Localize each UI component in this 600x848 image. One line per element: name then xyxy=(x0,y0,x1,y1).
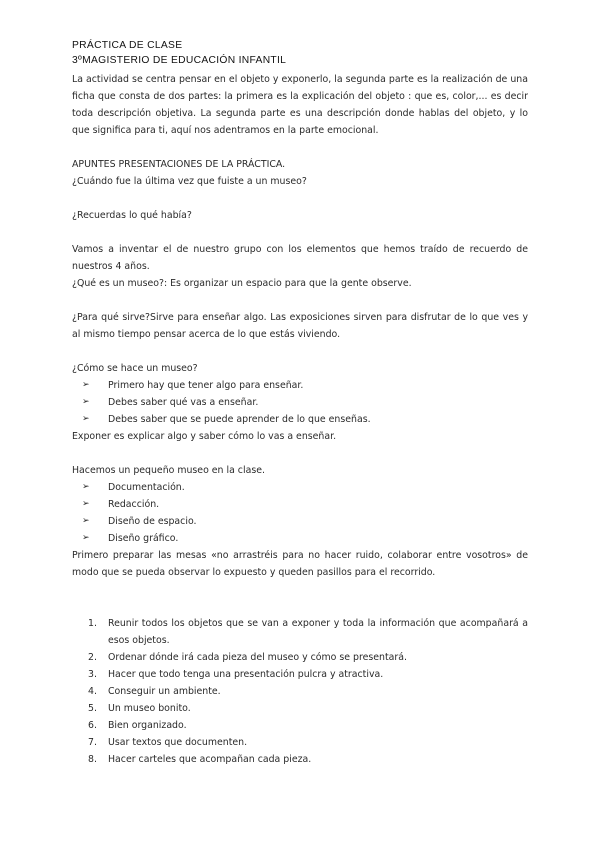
arrow-bullet-icon: ➢ xyxy=(82,499,90,509)
paragraph-tables: Primero preparar las mesas «no arrastréis para no hacer ruido, colaborar entre vosotros» de modo que se pueda observar lo expuesto y queden pasillos para el recorrido. xyxy=(72,550,528,578)
list-item: 6. Bien organizado. xyxy=(88,720,187,731)
arrow-bullet-icon: ➢ xyxy=(82,397,90,407)
arrow-bullet-icon: ➢ xyxy=(82,380,90,390)
question-how: ¿Cómo se hace un museo? xyxy=(72,363,198,374)
paragraph-what-museum: ¿Qué es un museo?: Es organizar un espacio para que la gente observe. xyxy=(72,278,412,289)
list-item: ➢ Documentación. xyxy=(82,479,528,496)
intro-paragraph: La actividad se centra pensar en el objeto y exponerlo, la segunda parte es la realización de una ficha que consta de dos partes: la primera es la explicación del objeto : que es, color,... es decir toda descripción objetiva. La segunda parte es una descripción donde hablas del objeto, y lo que significa para ti, aquí nos adentramos en la parte emocional. xyxy=(72,74,528,136)
notes-title: APUNTES PRESENTACIONES DE LA PRÁCTICA. xyxy=(72,159,286,170)
paragraph-invent: Vamos a inventar el de nuestro grupo con los elementos que hemos traído de recuerdo de nuestros 4 años. xyxy=(72,244,528,272)
list-item: ➢ Redacción. xyxy=(82,496,528,513)
list-item: 7. Usar textos que documenten. xyxy=(88,737,248,748)
header-subtitle: 3ºMAGISTERIO DE EDUCACIÓN INFANTIL xyxy=(72,55,287,66)
list-item: 8. Hacer carteles que acompañan cada pieza. xyxy=(88,754,312,765)
question-last-museum: ¿Cuándo fue la última vez que fuiste a un museo? xyxy=(72,176,307,187)
header-title: PRÁCTICA DE CLASE xyxy=(72,40,183,51)
list-item: 3. Hacer que todo tenga una presentación pulcra y atractiva. xyxy=(88,669,384,680)
list-item: ➢ Diseño de espacio. xyxy=(82,513,528,530)
list-item: ➢ Debes saber que se puede aprender de lo que enseñas. xyxy=(82,411,528,428)
steps-list xyxy=(72,615,528,768)
museum-list xyxy=(72,479,528,547)
list-item: 1. Reunir todos los objetos que se van a exponer y toda la información que acompañará a esos objetos. xyxy=(88,618,528,646)
paragraph-small-museum: Hacemos un pequeño museo en la clase. xyxy=(72,465,265,476)
paragraph-expose: Exponer es explicar algo y saber cómo lo vas a enseñar. xyxy=(72,431,337,442)
list-item: ➢ Debes saber qué vas a enseñar. xyxy=(82,394,528,411)
document-page xyxy=(72,38,528,768)
arrow-bullet-icon: ➢ xyxy=(82,482,90,492)
list-item: 5. Un museo bonito. xyxy=(88,703,191,714)
how-list xyxy=(72,377,528,428)
list-item: 4. Conseguir un ambiente. xyxy=(88,686,221,697)
list-item: ➢ Primero hay que tener algo para enseñar. xyxy=(82,377,528,394)
arrow-bullet-icon: ➢ xyxy=(82,414,90,424)
list-item: ➢ Diseño gráfico. xyxy=(82,530,528,547)
arrow-bullet-icon: ➢ xyxy=(82,533,90,543)
paragraph-what-for: ¿Para qué sirve?Sirve para enseñar algo. Las exposiciones sirven para disfrutar de lo que ves y al mismo tiempo pensar acerca de lo que estás viviendo. xyxy=(72,312,528,340)
list-item: 2. Ordenar dónde irá cada pieza del museo y cómo se presentará. xyxy=(88,652,407,663)
question-remember: ¿Recuerdas lo qué había? xyxy=(72,210,192,221)
arrow-bullet-icon: ➢ xyxy=(82,516,90,526)
